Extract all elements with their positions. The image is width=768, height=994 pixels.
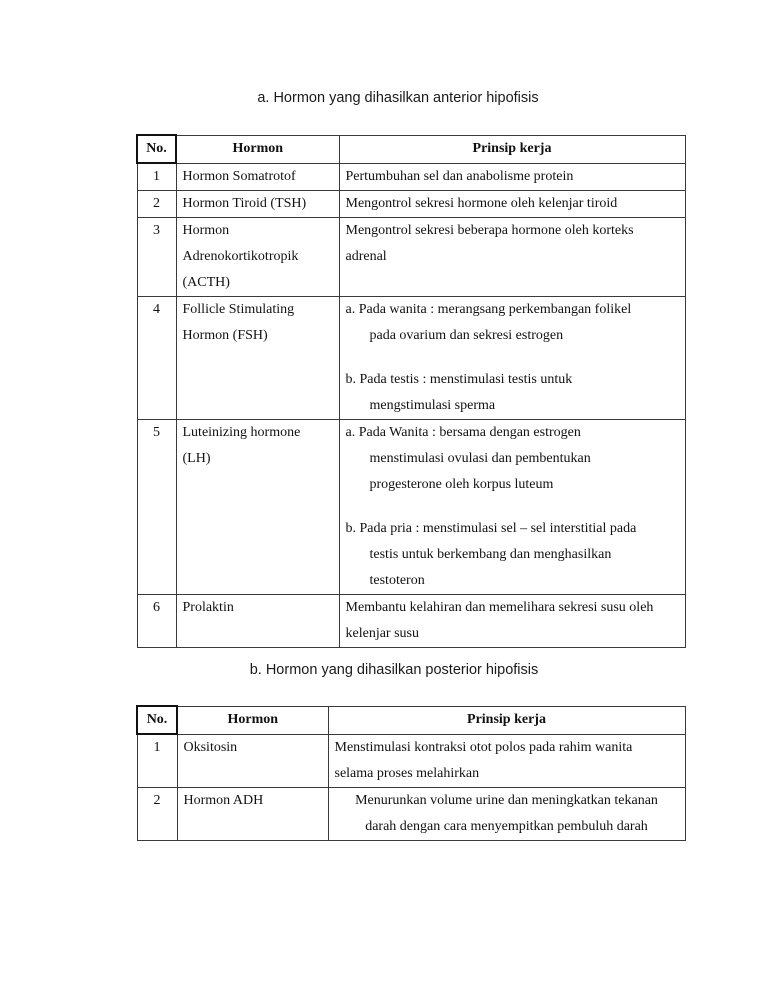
spacer [346, 498, 679, 516]
text-line: Pertumbuhan sel dan anabolisme protein [345, 168, 574, 184]
text-line: adrenal [345, 249, 387, 264]
anterior-hormone-table [136, 134, 686, 648]
row-number: 3 [137, 218, 176, 297]
header-prinsip: Prinsip kerja [339, 135, 685, 163]
hormone-function [339, 595, 685, 648]
hormone-name [177, 787, 328, 840]
hormone-name [176, 420, 339, 595]
row-number: 1 [137, 163, 176, 191]
text-line: pada ovarium dan sekresi estrogen [369, 328, 564, 343]
text-line: Prolaktin [182, 600, 234, 615]
text-line: progesterone oleh korpus luteum [369, 477, 554, 492]
section-a-title: a. Hormon yang dihasilkan anterior hipofisis [257, 90, 539, 106]
hormone-function [339, 420, 685, 595]
table-header-row [137, 706, 685, 734]
hormone-name [177, 734, 328, 787]
hormone-function [339, 163, 685, 191]
text-line: Follicle Stimulating [182, 302, 295, 317]
header-hormon: Hormon [176, 135, 339, 163]
text-line: a. Pada Wanita : bersama dengan estrogen [345, 425, 581, 440]
text-line: Mengontrol sekresi hormone oleh kelenjar tiroid [345, 196, 618, 211]
text-line: a. Pada wanita : merangsang perkembangan folikel [345, 302, 632, 317]
text-line: darah dengan cara menyempitkan pembuluh darah [365, 818, 648, 834]
spacer [346, 349, 679, 367]
table-row [137, 787, 685, 840]
hormone-function [339, 218, 685, 297]
row-number: 4 [137, 297, 176, 420]
text-line: b. Pada testis : menstimulasi testis untuk [345, 372, 573, 387]
row-number: 1 [137, 734, 177, 787]
text-line: Adrenokortikotropik [182, 249, 299, 264]
header-hormon: Hormon [177, 706, 328, 734]
table-row [137, 191, 685, 218]
table-row [137, 420, 685, 595]
row-number: 2 [137, 787, 177, 840]
text-line: Hormon ADH [183, 792, 264, 808]
hormone-function [339, 297, 685, 420]
text-line: (ACTH) [182, 275, 230, 290]
hormone-function [328, 734, 685, 787]
text-line: Hormon [182, 223, 230, 238]
hormone-name [176, 595, 339, 648]
hormone-function [339, 191, 685, 218]
row-number: 6 [137, 595, 176, 648]
text-line: kelenjar susu [345, 626, 419, 641]
hormone-name [176, 218, 339, 297]
text-line: selama proses melahirkan [334, 765, 480, 781]
text-line: Luteinizing hormone [182, 425, 301, 440]
header-prinsip: Prinsip kerja [328, 706, 685, 734]
hormone-name [176, 297, 339, 420]
table-row [137, 297, 685, 420]
text-line: mengstimulasi sperma [369, 398, 496, 413]
text-line: Menurunkan volume urine dan meningkatkan tekanan [355, 792, 658, 808]
text-line: (LH) [182, 451, 211, 466]
table-row [137, 595, 685, 648]
text-line: menstimulasi ovulasi dan pembentukan [369, 451, 591, 466]
text-line: testis untuk berkembang dan menghasilkan [369, 547, 612, 562]
text-line: Hormon Somatrotof [182, 168, 296, 184]
table-row [137, 218, 685, 297]
header-no: No. [137, 706, 177, 734]
row-number: 2 [137, 191, 176, 218]
hormone-name [176, 163, 339, 191]
text-line: Membantu kelahiran dan memelihara sekresi susu oleh [345, 600, 654, 615]
text-line: Oksitosin [183, 739, 238, 755]
table-header-row [137, 135, 685, 163]
section-b-title: b. Hormon yang dihasilkan posterior hipofisis [249, 662, 539, 678]
header-no: No. [137, 135, 176, 163]
text-line: testoteron [369, 573, 425, 588]
text-line: Menstimulasi kontraksi otot polos pada rahim wanita [334, 739, 633, 755]
text-line: Mengontrol sekresi beberapa hormone oleh korteks [345, 223, 634, 238]
table-row [137, 734, 685, 787]
text-line: Hormon (FSH) [182, 328, 268, 343]
row-number: 5 [137, 420, 176, 595]
text-line: b. Pada pria : menstimulasi sel – sel interstitial pada [345, 521, 637, 536]
hormone-function [328, 787, 685, 840]
hormone-name [176, 191, 339, 218]
table-row [137, 163, 685, 191]
posterior-hormone-table [136, 705, 686, 841]
text-line: Hormon Tiroid (TSH) [182, 196, 307, 211]
